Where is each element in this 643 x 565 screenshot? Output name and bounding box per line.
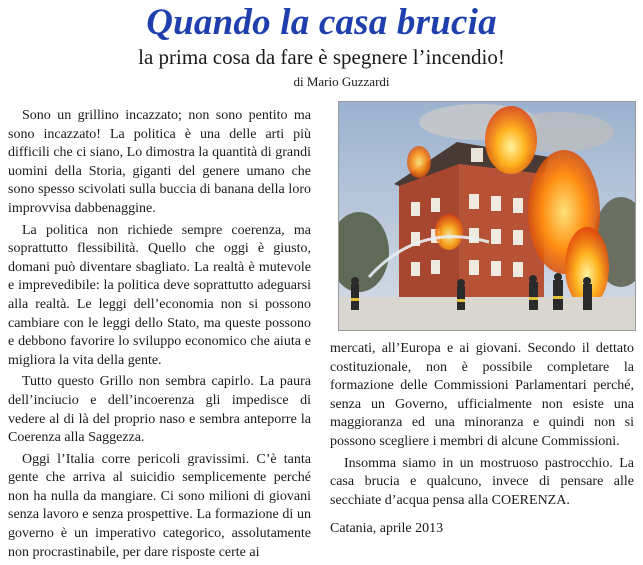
left-column bbox=[8, 107, 311, 565]
paragraph: Insomma siamo in un mostruoso pastrocchio. La casa brucia e qualcuno, invece di pensare alle secchiate d’acqua pensa alla COERENZA. bbox=[330, 455, 634, 508]
right-column bbox=[330, 340, 634, 542]
paragraph: mercati, all’Europa e ai giovani. Secondo il dettato costituzionale, non è possibile completare la formazione delle Commissioni Parlamentari perché, senza un Governo, ufficialmente non esiste una maggioranza ed una minoranza e quindi non si possono scegliere i membri di alcune Commissioni. bbox=[330, 341, 634, 449]
paragraph: La politica non richiede sempre coerenza, ma soprattutto flessibilità. Quello che oggi è giusto, domani può diventare sbagliato. La realtà è mutevole e imprevedibile: la politica deve soprattutto adeguarsi alla realtà. Le leggi dell’economia non si possono cambiare con le leggi dello Stato, ma queste possono e debbono favorire lo sviluppo economico che aiuta e migliora la vita della gente. bbox=[8, 222, 311, 368]
burning-house-photo bbox=[338, 101, 636, 331]
paragraph: Oggi l’Italia corre pericoli gravissimi. C’è tanta gente che arriva al suicidio semplicemente perché non ha nulla da mangiare. Ci sono milioni di giovani senza lavoro e senza prospettive. La formazione di un governo è un imperativo categorico, assolutamente non procrastinabile, per dare risposte certe ai bbox=[8, 451, 311, 560]
paragraph: Sono un grillino incazzato; non sono pentito ma sono incazzato! La politica è una delle arti più difficili che ci siano, Lo dimostra la quantità di grandi uomini della Storia, giganti del genere umano che sono spesso scivolati sulla buccia di banana della loro improvvisa dabbenaggine. bbox=[8, 108, 311, 216]
article-title: Quando la casa brucia bbox=[146, 2, 497, 43]
place-date: Catania, aprile 2013 bbox=[330, 521, 444, 537]
article-subtitle: la prima cosa da fare è spegnere l’incendio! bbox=[138, 45, 505, 69]
paragraph: Tutto questo Grillo non sembra capirlo. La paura dell’inciucio e dell’incoerenza gli impedisce di vedere al di là del proprio naso e sembra anteporre la Coerenza alla Saggezza. bbox=[8, 374, 311, 446]
article-byline: di Mario Guzzardi bbox=[293, 74, 390, 89]
